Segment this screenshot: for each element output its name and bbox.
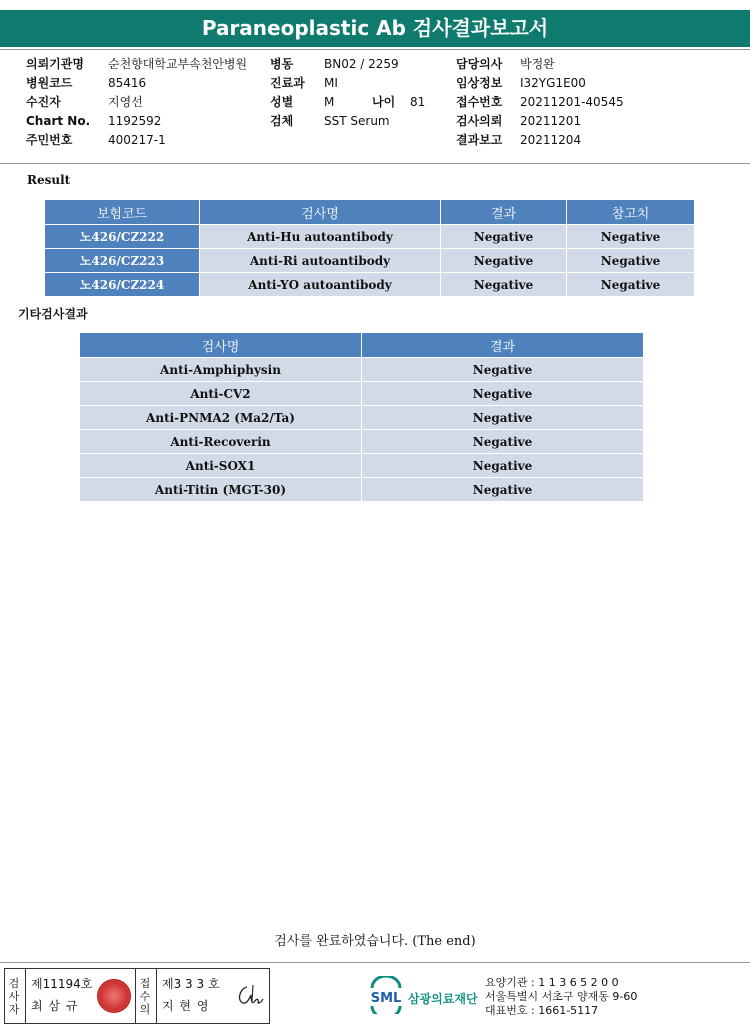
info-value: 1192592	[108, 114, 162, 128]
test-name: Anti-Recoverin	[80, 430, 362, 454]
test-name: Anti-Titin (MGT-30)	[80, 478, 362, 502]
test-name: Anti-Ri autoantibody	[200, 249, 441, 273]
insurance-code: 노426/CZ224	[45, 273, 200, 297]
other-header-row	[80, 333, 644, 358]
info-value: MI	[324, 76, 338, 90]
age-value: 81	[410, 95, 426, 109]
other-results-title: 기타검사결과	[18, 307, 88, 321]
inspector-license: 제11194호	[31, 977, 93, 991]
column-header: 참고치	[567, 200, 695, 225]
sml-logo-icon	[366, 976, 406, 1014]
signature-box	[4, 968, 270, 1024]
info-label: 검체	[270, 114, 294, 128]
table-row	[80, 358, 644, 382]
info-label: 주민번호	[26, 133, 73, 147]
patient-info-col2	[270, 55, 425, 131]
official-seal-icon	[97, 979, 131, 1013]
table-row	[45, 225, 695, 249]
info-value: 20211201	[520, 114, 582, 128]
info-value: 지영선	[108, 95, 143, 109]
reference-value: Negative	[567, 273, 695, 297]
test-result: Negative	[362, 382, 644, 406]
info-value: BN02 / 2259	[324, 57, 399, 71]
info-value: 85416	[108, 76, 147, 90]
column-header: 검사명	[80, 333, 362, 358]
info-label: 의뢰기관명	[26, 57, 84, 71]
header-divider	[0, 49, 750, 50]
insurance-code: 노426/CZ223	[45, 249, 200, 273]
info-value: 400217-1	[108, 133, 166, 147]
test-result: Negative	[441, 225, 567, 249]
approver-name: 지 현 영	[162, 999, 210, 1013]
reference-value: Negative	[567, 249, 695, 273]
test-name: Anti-CV2	[80, 382, 362, 406]
end-message-ko: 검사를 완료하였습니다.	[274, 934, 409, 949]
info-label: 결과보고	[456, 133, 503, 147]
org-info	[485, 976, 637, 1018]
report-title: Paraneoplastic Ab 검사결과보고서	[0, 10, 750, 47]
info-value: M	[324, 95, 335, 109]
info-label: 검사의뢰	[456, 114, 503, 128]
info-value: SST Serum	[324, 114, 390, 128]
test-result: Negative	[362, 454, 644, 478]
org-name: 삼광의료재단	[408, 992, 478, 1006]
table-row	[80, 454, 644, 478]
info-label: 접수번호	[456, 95, 503, 109]
table-row	[80, 430, 644, 454]
logo-text: SML	[370, 991, 402, 1006]
info-value: 20211204	[520, 133, 582, 147]
test-result: Negative	[441, 249, 567, 273]
info-label: 병원코드	[26, 76, 73, 90]
test-name: Anti-PNMA2 (Ma2/Ta)	[80, 406, 362, 430]
table-row	[45, 249, 695, 273]
info-label: Chart No.	[26, 114, 91, 128]
info-label: 성별	[270, 95, 294, 109]
column-header: 결과	[362, 333, 644, 358]
test-name: Anti-SOX1	[80, 454, 362, 478]
end-message-en: (The end)	[412, 934, 476, 949]
result-header-row	[45, 200, 695, 225]
reference-value: Negative	[567, 225, 695, 249]
column-divider	[25, 969, 26, 1023]
result-title: Result	[27, 173, 71, 187]
age-label: 나이	[372, 95, 396, 109]
footer-divider	[0, 962, 750, 963]
inspector-name: 최 삼 규	[31, 999, 79, 1013]
table-row	[80, 382, 644, 406]
info-label: 임상정보	[456, 76, 503, 90]
table-row	[80, 478, 644, 502]
test-result: Negative	[362, 406, 644, 430]
table-row	[45, 273, 695, 297]
info-value: 순천향대학교부속천안병원	[108, 57, 248, 71]
info-label: 수진자	[26, 95, 61, 109]
approver-license: 제3 3 3 호	[162, 977, 220, 991]
test-result: Negative	[362, 430, 644, 454]
org-phone: 대표번호 : 1661-5117	[485, 1004, 599, 1017]
other-results-table	[79, 332, 644, 502]
insurance-code: 노426/CZ222	[45, 225, 200, 249]
end-message	[0, 930, 750, 949]
info-label: 담당의사	[456, 57, 503, 71]
test-name: Anti-Hu autoantibody	[200, 225, 441, 249]
patient-info-col1	[26, 55, 247, 150]
test-name: Anti-Amphiphysin	[80, 358, 362, 382]
column-header: 결과	[441, 200, 567, 225]
info-value: I32YG1E00	[520, 76, 586, 90]
table-row	[80, 406, 644, 430]
test-result: Negative	[441, 273, 567, 297]
column-header: 보험코드	[45, 200, 200, 225]
test-name: Anti-YO autoantibody	[200, 273, 441, 297]
patient-info-col3	[456, 55, 624, 150]
org-address: 서울특별시 서초구 양재동 9-60	[485, 990, 638, 1003]
inspector-label: 검사자	[8, 977, 20, 1016]
test-result: Negative	[362, 358, 644, 382]
info-value: 20211201-40545	[520, 95, 624, 109]
test-result: Negative	[362, 478, 644, 502]
info-value: 박정완	[520, 57, 555, 71]
approver-label: 접수의	[139, 977, 151, 1016]
info-divider	[0, 163, 750, 164]
result-table	[44, 199, 695, 297]
signature-icon	[233, 981, 265, 1009]
column-divider	[135, 969, 136, 1023]
column-divider	[156, 969, 157, 1023]
column-header: 검사명	[200, 200, 441, 225]
info-label: 병동	[270, 57, 294, 71]
info-label: 진료과	[270, 76, 305, 90]
org-code: 요양기관 : 1 1 3 6 5 2 0 0	[485, 976, 619, 989]
